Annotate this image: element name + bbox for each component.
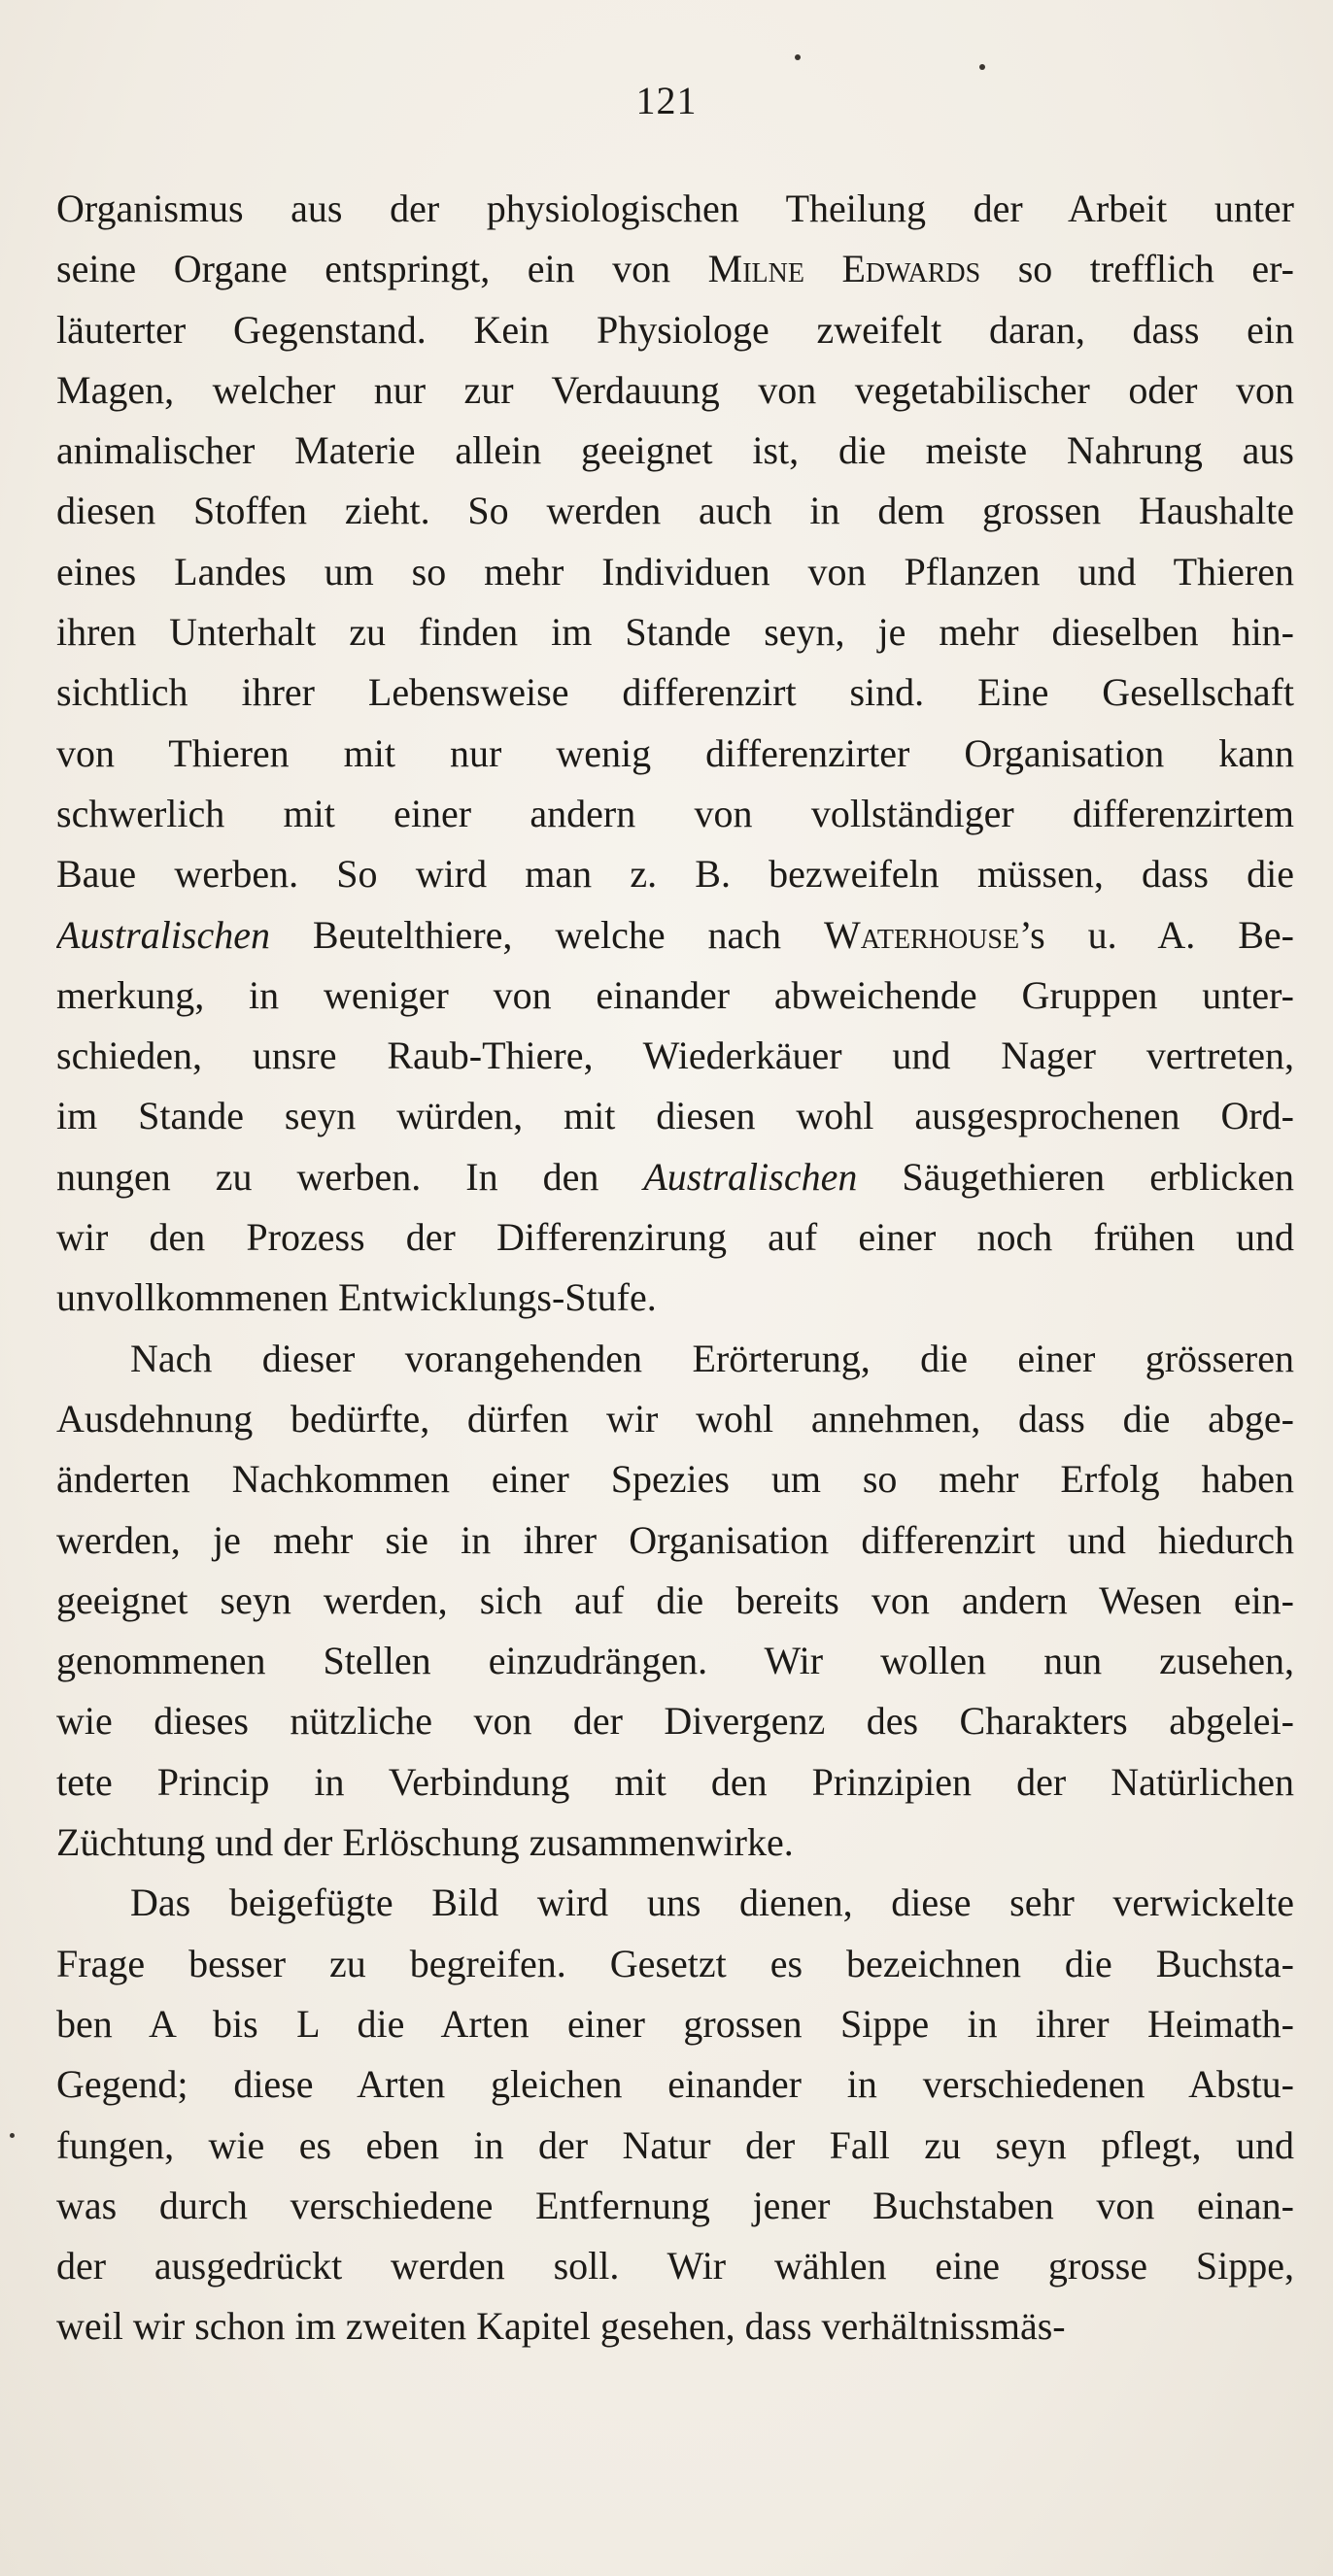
text-line (56, 542, 1294, 602)
text-run: Beutelthiere, welche nach (269, 912, 824, 957)
text-run: Frage besser zu begreifen. Gesetzt es bezeichnen die Buchsta- (56, 1941, 1294, 1985)
text-line (56, 1813, 1294, 1873)
text-line (56, 1631, 1294, 1691)
text-line (56, 421, 1294, 481)
text-run: seine Organe entspringt, ein von (56, 247, 708, 291)
text-run: unvollkommenen Entwicklungs-Stufe. (56, 1275, 657, 1320)
text-run: werden, je mehr sie in ihrer Organisation differenzirt und hiedurch (56, 1517, 1294, 1562)
paragraph (56, 1873, 1294, 2356)
text-run: Gegend; diese Arten gleichen einander in verschiedenen Abstu- (56, 2062, 1294, 2107)
text-line (56, 662, 1294, 723)
text-run: was durch verschiedene Entfernung jener Buchstaben von einan- (56, 2183, 1294, 2227)
text-run: Baue werben. So wird man z. B. bezweifeln müssen, dass die (56, 852, 1294, 897)
text-run: eines Landes um so mehr Individuen von Pflanzen und Thieren (56, 549, 1294, 593)
page-number: 121 (635, 79, 698, 122)
text-run: läuterter Gegenstand. Kein Physiologe zweifelt daran, dass ein (56, 307, 1294, 352)
text-run: nungen zu werben. In den (56, 1154, 644, 1199)
text-run: ’s u. A. Be- (1019, 912, 1294, 957)
text-line (56, 2116, 1294, 2176)
text-line (56, 360, 1294, 421)
text-line (56, 1994, 1294, 2054)
paragraph (56, 179, 1294, 1329)
text-run: Ausdehnung bedürfte, dürfen wir wohl annehmen, dass die abge- (56, 1396, 1294, 1441)
text-line (56, 1389, 1294, 1449)
author-name: Waterhouse (823, 912, 1020, 957)
text-line (56, 1934, 1294, 1994)
italic-term: Australischen (643, 1154, 858, 1199)
text-line (56, 1268, 1294, 1328)
text-run: Das beigefügte Bild wird uns dienen, diese sehr verwickelte (130, 1881, 1294, 1925)
text-line (56, 784, 1294, 844)
text-line (56, 300, 1294, 360)
text-line (56, 1691, 1294, 1751)
body-text (56, 179, 1294, 2357)
text-line (56, 1147, 1294, 1207)
text-line (56, 844, 1294, 904)
text-run: diesen Stoffen zieht. So werden auch in dem grossen Haushalte (56, 489, 1294, 533)
text-run: Magen, welcher nur zur Verdauung von vegetabilischer oder von (56, 367, 1294, 412)
text-line (56, 1329, 1294, 1389)
text-run: schieden, unsre Raub-Thiere, Wiederkäuer und Nager vertreten, (56, 1034, 1294, 1078)
text-line (56, 2236, 1294, 2296)
text-run: tete Princip in Verbindung mit den Prinzipien der Natürlichen (56, 1759, 1294, 1804)
print-speck (10, 2133, 15, 2138)
text-line (56, 966, 1294, 1026)
text-line (56, 2054, 1294, 2115)
text-line (56, 1571, 1294, 1631)
text-run: ben A bis L die Arten einer grossen Sippe in ihrer Heimath- (56, 2001, 1294, 2046)
text-run: sichtlich ihrer Lebensweise differenzirt sind. Eine Gesellschaft (56, 670, 1294, 715)
text-run: im Stande seyn würden, mit diesen wohl ausgesprochenen Ord- (56, 1094, 1294, 1138)
text-run: wie dieses nützliche von der Divergenz des Charakters abgelei- (56, 1699, 1294, 1744)
text-line (56, 1873, 1294, 1933)
italic-term: Australischen (56, 912, 270, 957)
text-line (56, 481, 1294, 541)
text-run: von Thieren mit nur wenig differenzirter Organisation kann (56, 730, 1294, 775)
text-line (56, 1086, 1294, 1146)
text-run: animalischer Materie allein geeignet ist, die meiste Nahrung aus (56, 428, 1294, 473)
text-line (56, 1026, 1294, 1086)
text-line (56, 239, 1294, 299)
text-run: geeignet seyn werden, sich auf die bereits von andern Wesen ein- (56, 1577, 1294, 1622)
text-line (56, 724, 1294, 784)
text-run: merkung, in weniger von einander abweichende Gruppen unter- (56, 972, 1294, 1017)
text-line (56, 179, 1294, 239)
text-line (56, 905, 1294, 966)
text-run: ihren Unterhalt zu finden im Stande seyn, je mehr dieselben hin- (56, 610, 1294, 655)
text-run: änderten Nachkommen einer Spezies um so mehr Erfolg haben (56, 1457, 1294, 1502)
text-run: so trefflich er- (980, 247, 1294, 291)
text-line (56, 1510, 1294, 1571)
text-run: Nach dieser vorangehenden Erörterung, die einer grösseren (130, 1336, 1294, 1380)
text-line (56, 1207, 1294, 1268)
text-line (56, 1449, 1294, 1509)
author-name: Milne Edwards (707, 247, 981, 291)
text-run: fungen, wie es eben in der Natur der Fall zu seyn pflegt, und (56, 2122, 1294, 2167)
text-run: der ausgedrückt werden soll. Wir wählen eine grosse Sippe, (56, 2244, 1294, 2288)
text-run: weil wir schon im zweiten Kapitel gesehen, dass verhältnissmäs- (56, 2304, 1066, 2349)
text-line (56, 1752, 1294, 1813)
text-run: schwerlich mit einer andern von vollständiger differenzirtem (56, 791, 1294, 835)
text-run: wir den Prozess der Differenzirung auf einer noch frühen und (56, 1215, 1294, 1260)
print-speck (795, 54, 801, 60)
paragraph (56, 1329, 1294, 1874)
text-line (56, 602, 1294, 662)
print-speck (979, 64, 985, 70)
text-line (56, 2176, 1294, 2236)
text-run: genommenen Stellen einzudrängen. Wir wollen nun zusehen, (56, 1639, 1294, 1683)
text-run: Organismus aus der physiologischen Theilung der Arbeit unter (56, 186, 1294, 230)
text-line (56, 2296, 1294, 2356)
text-run: Säugethieren erblicken (857, 1154, 1294, 1199)
text-run: Züchtung und der Erlöschung zusammenwirke. (56, 1820, 794, 1865)
